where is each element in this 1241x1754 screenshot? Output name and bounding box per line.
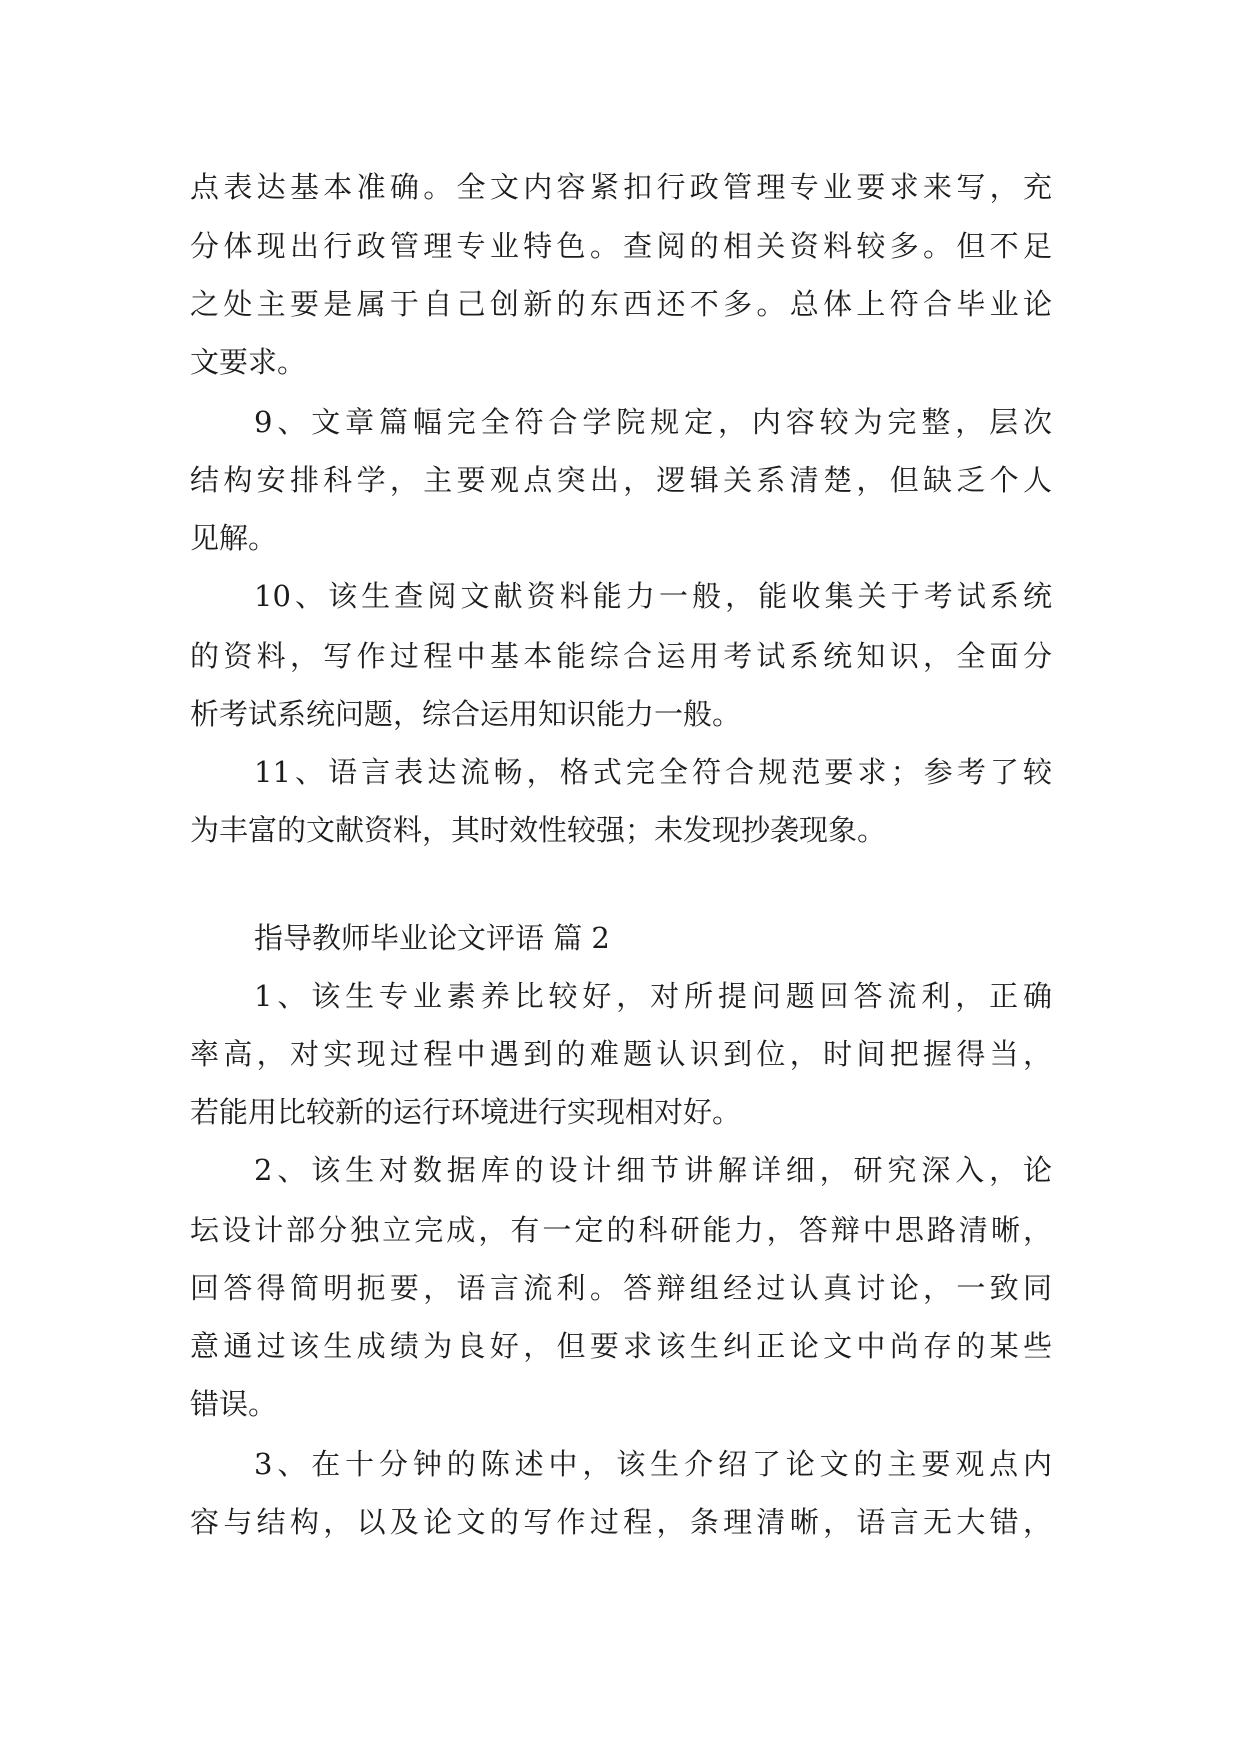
text-line: 结构安排科学，主要观点突出，逻辑关系清楚，但缺乏个人 xyxy=(190,463,1052,497)
text-line: 的资料，写作过程中基本能综合运用考试系统知识，全面分 xyxy=(190,639,1052,673)
text-line: 坛设计部分独立完成，有一定的科研能力，答辩中思路清晰， xyxy=(190,1213,1052,1247)
text-line: 若能用比较新的运行环境进行实现相对好。 xyxy=(190,1095,742,1129)
text-line: 文要求。 xyxy=(190,345,307,379)
text-line: 析考试系统问题，综合运用知识能力一般。 xyxy=(190,697,742,731)
text-line: 率高，对实现过程中遇到的难题认识到位，时间把握得当， xyxy=(190,1037,1052,1071)
text-line: 点表达基本准确。全文内容紧扣行政管理专业要求来写，充 xyxy=(190,170,1052,204)
text-line: 10、该生查阅文献资料能力一般，能收集关于考试系统 xyxy=(254,579,1052,613)
text-line: 分体现出行政管理专业特色。查阅的相关资料较多。但不足 xyxy=(190,229,1052,263)
text-line: 3、在十分钟的陈述中，该生介绍了论文的主要观点内 xyxy=(254,1447,1052,1481)
text-line: 见解。 xyxy=(190,521,278,555)
text-line: 之处主要是属于自己创新的东西还不多。总体上符合毕业论 xyxy=(190,287,1052,321)
text-line: 意通过该生成绩为良好，但要求该生纠正论文中尚存的某些 xyxy=(190,1329,1052,1363)
text-line: 错误。 xyxy=(190,1387,278,1421)
section-heading: 指导教师毕业论文评语 篇 2 xyxy=(254,921,610,955)
text-line: 11、语言表达流畅，格式完全符合规范要求；参考了较 xyxy=(254,755,1052,789)
text-line: 1、该生专业素养比较好，对所提问题回答流利，正确 xyxy=(254,979,1052,1013)
text-line: 9、文章篇幅完全符合学院规定，内容较为完整，层次 xyxy=(254,405,1052,439)
text-line: 为丰富的文献资料，其时效性较强；未发现抄袭现象。 xyxy=(190,813,887,847)
text-line: 容与结构，以及论文的写作过程，条理清晰，语言无大错， xyxy=(190,1505,1052,1539)
text-line: 2、该生对数据库的设计细节讲解详细，研究深入，论 xyxy=(254,1153,1052,1187)
text-line: 回答得简明扼要，语言流利。答辩组经过认真讨论，一致同 xyxy=(190,1271,1052,1305)
